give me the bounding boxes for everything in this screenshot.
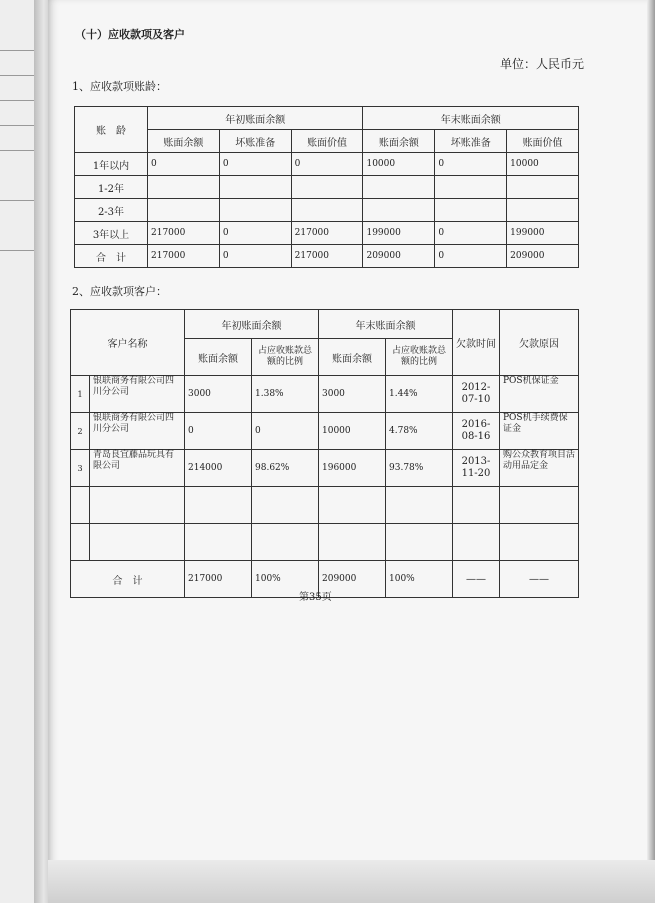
aging-cell [219, 176, 291, 199]
cell-date: 2013-11-20 [453, 450, 500, 487]
aging-cell [148, 199, 220, 222]
customer-name: 银联商务有限公司四川分公司 [90, 413, 185, 450]
table-row-total [75, 245, 579, 268]
customers-subtitle: 2、应收款项客户： [72, 285, 167, 298]
aging-cell: 0 [219, 222, 291, 245]
table-row [75, 222, 579, 245]
aging-label-header: 账 龄 [75, 107, 148, 153]
cell-balance-begin: 3000 [185, 376, 252, 413]
cell-balance-begin: 217000 [185, 561, 252, 598]
aging-cell: 209000 [363, 245, 435, 268]
cell-ratio-end: 100% [386, 561, 453, 598]
aging-row-label: 合 计 [75, 245, 148, 268]
customers-reason-header: 欠款原因 [500, 310, 579, 376]
aging-row-label: 3年以上 [75, 222, 148, 245]
aging-cell [291, 176, 363, 199]
cell-reason: —— [500, 561, 579, 598]
table-row [71, 376, 579, 413]
aging-cell: 199000 [363, 222, 435, 245]
row-index: 3 [71, 450, 90, 487]
aging-cell [435, 176, 507, 199]
cell-ratio-end: 4.78% [386, 413, 453, 450]
aging-cell: 10000 [507, 153, 579, 176]
customers-table [70, 309, 579, 598]
aging-cell [507, 176, 579, 199]
aging-cell [507, 199, 579, 222]
cell-reason: POS机保证金 [500, 376, 579, 413]
aging-col-header: 账面余额 [148, 130, 220, 153]
cell-balance-end: 209000 [319, 561, 386, 598]
table-row [71, 450, 579, 487]
cell-date: 2012-07-10 [453, 376, 500, 413]
aging-subtitle: 1、应收款项账龄： [72, 80, 167, 93]
page-number: 第35页 [299, 592, 332, 603]
aging-cell: 0 [435, 245, 507, 268]
table-row [75, 153, 579, 176]
customer-name: 银联商务有限公司四川分公司 [90, 376, 185, 413]
aging-cell [363, 199, 435, 222]
cell-ratio-end: 93.78% [386, 450, 453, 487]
customers-name-header: 客户名称 [71, 310, 185, 376]
cell-ratio-begin: 0 [252, 413, 319, 450]
aging-cell: 217000 [148, 222, 220, 245]
aging-row-label: 1-2年 [75, 176, 148, 199]
customers-group-begin: 年初账面余额 [185, 310, 319, 339]
customers-col-balance: 账面余额 [319, 339, 386, 376]
cell-ratio-end: 1.44% [386, 376, 453, 413]
aging-row-label: 2-3年 [75, 199, 148, 222]
aging-cell [363, 176, 435, 199]
aging-cell: 0 [148, 153, 220, 176]
aging-cell: 0 [219, 245, 291, 268]
customers-total-label: 合 计 [71, 561, 185, 598]
customers-group-end: 年末账面余额 [319, 310, 453, 339]
aging-cell: 10000 [363, 153, 435, 176]
cell-balance-begin: 0 [185, 413, 252, 450]
cell-date: 2016-08-16 [453, 413, 500, 450]
cell-balance-end: 3000 [319, 376, 386, 413]
aging-col-header: 账面价值 [291, 130, 363, 153]
table-row [71, 413, 579, 450]
customers-col-ratio: 占应收账款总额的比例 [252, 339, 319, 376]
row-index: 1 [71, 376, 90, 413]
table-row [75, 199, 579, 222]
aging-col-header: 账面价值 [507, 130, 579, 153]
cell-ratio-begin: 1.38% [252, 376, 319, 413]
aging-row-label: 1年以内 [75, 153, 148, 176]
aging-cell [148, 176, 220, 199]
aging-group-begin: 年初账面余额 [148, 107, 363, 130]
aging-col-header: 坏账准备 [219, 130, 291, 153]
aging-col-header: 坏账准备 [435, 130, 507, 153]
cell-reason: 购公众教育项目活动用品定金 [500, 450, 579, 487]
aging-cell: 0 [435, 222, 507, 245]
table-row [75, 176, 579, 199]
customers-col-balance: 账面余额 [185, 339, 252, 376]
section-title: （十）应收款项及客户 [75, 28, 185, 41]
aging-cell: 217000 [148, 245, 220, 268]
table-row-empty [71, 487, 579, 524]
currency-unit: 单位：人民币元 [500, 57, 585, 71]
aging-cell: 0 [435, 153, 507, 176]
aging-cell: 0 [291, 153, 363, 176]
cell-date: —— [453, 561, 500, 598]
cell-ratio-begin: 98.62% [252, 450, 319, 487]
customers-date-header: 欠款时间 [453, 310, 500, 376]
page-right-edge [647, 0, 655, 903]
aging-table [74, 106, 579, 268]
aging-cell: 217000 [291, 222, 363, 245]
aging-cell [291, 199, 363, 222]
cell-reason: POS机手续费保证金 [500, 413, 579, 450]
row-index: 2 [71, 413, 90, 450]
table-row-empty [71, 524, 579, 561]
cell-balance-begin: 214000 [185, 450, 252, 487]
previous-page-edge [0, 0, 35, 903]
aging-cell: 209000 [507, 245, 579, 268]
aging-cell [435, 199, 507, 222]
aging-cell: 199000 [507, 222, 579, 245]
page-bottom-fold [48, 860, 655, 903]
customers-col-ratio: 占应收账款总额的比例 [386, 339, 453, 376]
cell-balance-end: 10000 [319, 413, 386, 450]
cell-balance-end: 196000 [319, 450, 386, 487]
aging-cell [219, 199, 291, 222]
cell-ratio-begin: 100% [252, 561, 319, 598]
customer-name: 青岛良宜藤品玩具有限公司 [90, 450, 185, 487]
aging-group-end: 年末账面余额 [363, 107, 579, 130]
aging-cell: 217000 [291, 245, 363, 268]
aging-cell: 0 [219, 153, 291, 176]
aging-col-header: 账面余额 [363, 130, 435, 153]
